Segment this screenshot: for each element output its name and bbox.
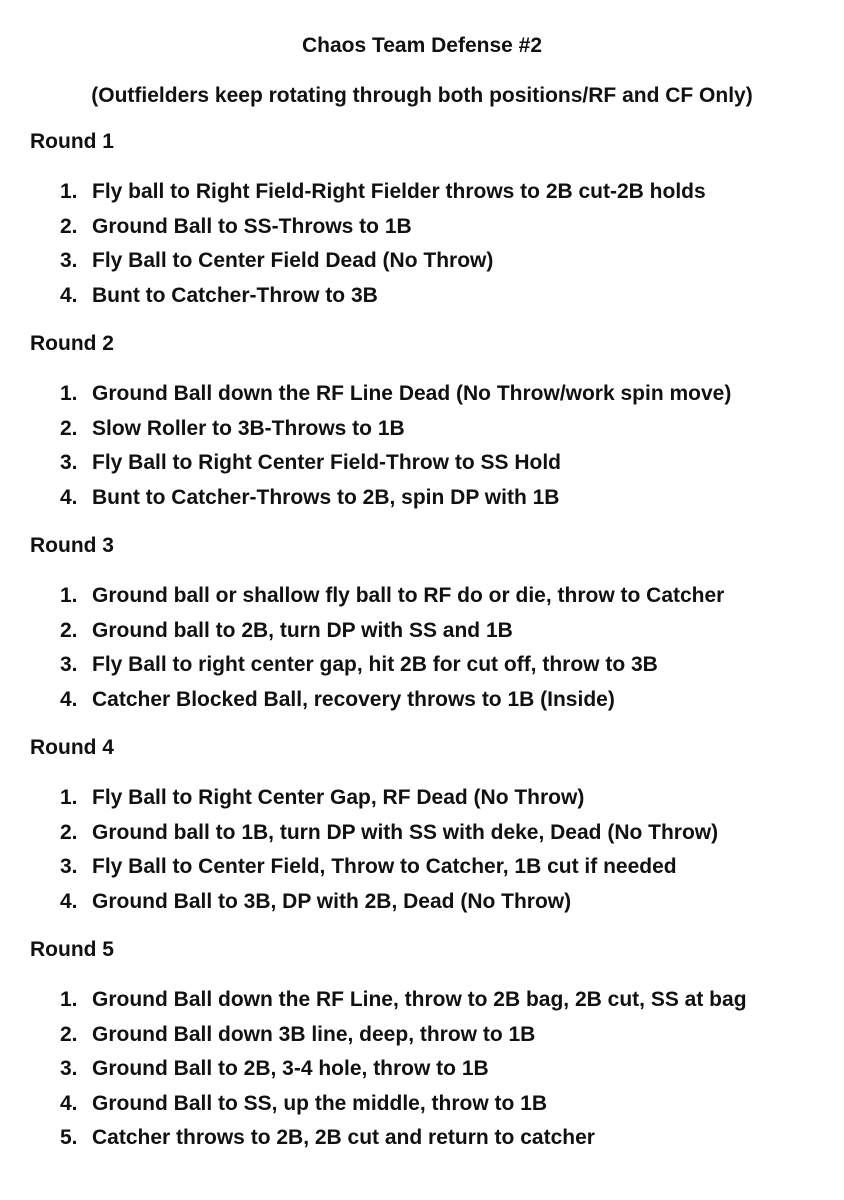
drill-text: Ground Ball down the RF Line, throw to 2B bag, 2B cut, SS at bag	[92, 988, 747, 1011]
drill-item	[30, 175, 830, 210]
drill-item	[30, 683, 830, 718]
drill-item	[30, 781, 830, 816]
drill-number: 4.	[60, 687, 78, 711]
drill-item	[30, 1087, 830, 1122]
drill-item	[30, 210, 830, 245]
round-section-3	[30, 533, 830, 717]
drill-item	[30, 614, 830, 649]
drill-text: Ground ball or shallow fly ball to RF do or die, throw to Catcher	[92, 584, 725, 607]
drill-text: Ground Ball down 3B line, deep, throw to 1B	[92, 1022, 536, 1046]
drill-number: 1.	[60, 382, 78, 405]
drill-item	[30, 1052, 830, 1087]
drill-number: 1.	[60, 786, 78, 809]
drill-text: Ground Ball to 3B, DP with 2B, Dead (No Throw)	[92, 889, 572, 913]
drill-text: Ground ball to 2B, turn DP with SS and 1B	[92, 618, 513, 642]
round-section-4	[30, 735, 830, 919]
drill-item	[30, 1121, 830, 1156]
drill-item	[30, 579, 830, 614]
drill-list	[30, 781, 830, 919]
drill-number: 3.	[60, 653, 78, 676]
drill-text: Fly Ball to Right Center Field-Throw to SS Hold	[92, 451, 561, 474]
drill-number: 4.	[60, 1091, 78, 1115]
drill-list	[30, 175, 830, 313]
drill-list	[30, 983, 830, 1156]
drill-text: Fly ball to Right Field-Right Fielder throws to 2B cut-2B holds	[92, 180, 706, 203]
document-subtitle: (Outfielders keep rotating through both positions/RF and CF Only)	[91, 84, 753, 107]
drill-number: 3.	[60, 451, 78, 474]
drill-text: Fly Ball to Right Center Gap, RF Dead (No Throw)	[92, 786, 585, 809]
drill-text: Ground ball to 1B, turn DP with SS with deke, Dead (No Throw)	[92, 820, 719, 844]
drill-text: Slow Roller to 3B-Throws to 1B	[92, 416, 405, 440]
drill-item	[30, 850, 830, 885]
drill-text: Ground Ball to SS-Throws to 1B	[92, 214, 412, 238]
round-section-5	[30, 937, 830, 1156]
drill-number: 1.	[60, 988, 78, 1011]
drill-number: 4.	[60, 485, 78, 509]
drill-text: Fly Ball to right center gap, hit 2B for cut off, throw to 3B	[92, 653, 658, 676]
drill-item	[30, 481, 830, 516]
drill-item	[30, 816, 830, 851]
drill-list	[30, 377, 830, 515]
document-title: Chaos Team Defense #2	[301, 34, 543, 57]
drill-number: 2.	[60, 214, 78, 238]
drill-list	[30, 579, 830, 717]
drill-text: Ground Ball down the RF Line Dead (No Throw/work spin move)	[92, 382, 732, 405]
drill-number: 2.	[60, 820, 78, 844]
drill-number: 3.	[60, 855, 78, 878]
round-section-1	[30, 129, 830, 313]
drill-number: 2.	[60, 1022, 78, 1046]
drill-number: 1.	[60, 180, 78, 203]
rounds-container	[30, 129, 830, 1174]
drill-text: Fly Ball to Center Field Dead (No Throw)	[92, 249, 494, 272]
drill-text: Catcher throws to 2B, 2B cut and return to catcher	[92, 1126, 595, 1149]
drill-item	[30, 244, 830, 279]
drill-number: 2.	[60, 416, 78, 440]
drill-number: 3.	[60, 249, 78, 272]
drill-number: 4.	[60, 283, 78, 307]
drill-number: 1.	[60, 584, 78, 607]
drill-item	[30, 1018, 830, 1053]
drill-number: 5.	[60, 1126, 78, 1149]
round-heading: Round 3	[30, 534, 114, 557]
drill-item	[30, 412, 830, 447]
drill-text: Bunt to Catcher-Throw to 3B	[92, 283, 378, 307]
drill-item	[30, 648, 830, 683]
round-heading: Round 5	[30, 938, 114, 961]
drill-text: Fly Ball to Center Field, Throw to Catcher, 1B cut if needed	[92, 855, 677, 878]
drill-text: Catcher Blocked Ball, recovery throws to 1B (Inside)	[92, 687, 615, 711]
drill-number: 4.	[60, 889, 78, 913]
drill-item	[30, 279, 830, 314]
drill-number: 3.	[60, 1057, 78, 1080]
drill-text: Ground Ball to 2B, 3-4 hole, throw to 1B	[92, 1057, 489, 1080]
drill-text: Ground Ball to SS, up the middle, throw to 1B	[92, 1091, 547, 1115]
round-section-2	[30, 331, 830, 515]
drill-item	[30, 377, 830, 412]
round-heading: Round 2	[30, 332, 114, 355]
round-heading: Round 4	[30, 736, 114, 759]
drill-text: Bunt to Catcher-Throws to 2B, spin DP with 1B	[92, 485, 560, 509]
drill-number: 2.	[60, 618, 78, 642]
drill-item	[30, 885, 830, 920]
round-heading: Round 1	[30, 130, 114, 153]
drill-item	[30, 983, 830, 1018]
drill-item	[30, 446, 830, 481]
